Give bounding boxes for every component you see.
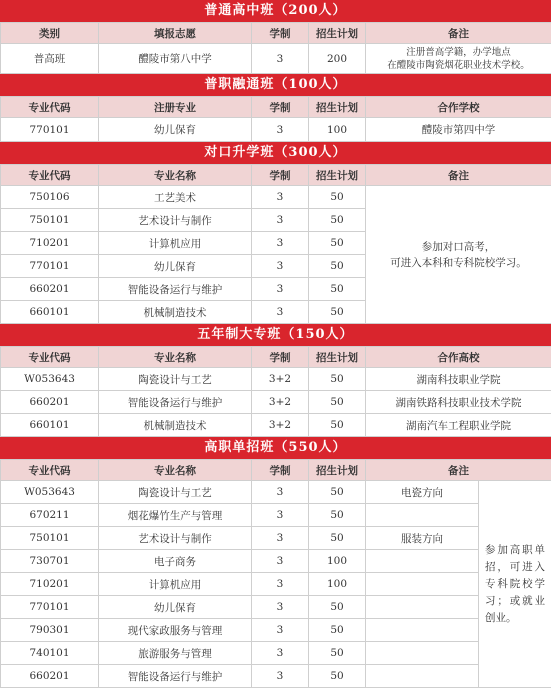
partner-cell: 醴陵市第四中学	[366, 118, 551, 142]
header-cell: 招生计划	[309, 97, 366, 118]
major-cell: 智能设备运行与维护	[99, 391, 252, 414]
section-title-integrated-class: 普职融通班（100人）	[0, 74, 551, 96]
header-cell: 招生计划	[309, 165, 366, 186]
quota-cell: 50	[309, 255, 366, 278]
header-cell: 招生计划	[309, 347, 366, 368]
header-cell: 专业代码	[1, 460, 99, 481]
direction-cell: 服装方向	[366, 527, 479, 550]
duration-cell: 3	[252, 527, 309, 550]
direction-cell	[366, 504, 479, 527]
major-cell: 幼儿保育	[99, 118, 252, 142]
quota-cell: 50	[309, 527, 366, 550]
table-college-entrance	[0, 164, 551, 324]
header-cell: 备注	[366, 165, 551, 186]
table-row	[1, 573, 551, 596]
duration-cell: 3	[252, 209, 309, 232]
code-cell: 710201	[1, 573, 99, 596]
major-cell: 幼儿保育	[99, 596, 252, 619]
header-cell: 备注	[366, 460, 551, 481]
header-cell: 招生计划	[309, 23, 366, 44]
category-cell: 普高班	[1, 44, 99, 74]
code-cell: 770101	[1, 596, 99, 619]
header-cell: 填报志愿	[99, 23, 252, 44]
major-cell: 机械制造技术	[99, 414, 252, 437]
header-cell: 专业名称	[99, 460, 252, 481]
duration-cell: 3	[252, 481, 309, 504]
table-row	[1, 414, 551, 437]
duration-cell: 3	[252, 278, 309, 301]
duration-cell: 3	[252, 118, 309, 142]
major-cell: 幼儿保育	[99, 255, 252, 278]
section-title-college-entrance: 对口升学班（300人）	[0, 142, 551, 164]
major-cell: 艺术设计与制作	[99, 527, 252, 550]
major-cell: 机械制造技术	[99, 301, 252, 324]
quota-cell: 50	[309, 642, 366, 665]
code-cell: 740101	[1, 642, 99, 665]
table-row	[1, 368, 551, 391]
duration-cell: 3+2	[252, 368, 309, 391]
school-cell: 醴陵市第八中学	[99, 44, 252, 74]
major-cell: 陶瓷设计与工艺	[99, 368, 252, 391]
major-cell: 计算机应用	[99, 573, 252, 596]
partner-cell: 湖南铁路科技职业技术学院	[366, 391, 551, 414]
table-five-year-college	[0, 346, 551, 437]
table-row	[1, 481, 551, 504]
duration-cell: 3	[252, 619, 309, 642]
quota-cell: 50	[309, 619, 366, 642]
header-cell: 学制	[252, 23, 309, 44]
header-cell: 招生计划	[309, 460, 366, 481]
quota-cell: 50	[309, 232, 366, 255]
code-cell: 770101	[1, 118, 99, 142]
quota-cell: 50	[309, 209, 366, 232]
direction-cell	[366, 596, 479, 619]
table-row	[1, 619, 551, 642]
major-cell: 智能设备运行与维护	[99, 278, 252, 301]
table-row	[1, 504, 551, 527]
major-cell: 陶瓷设计与工艺	[99, 481, 252, 504]
header-cell: 注册专业	[99, 97, 252, 118]
major-cell: 工艺美术	[99, 186, 252, 209]
duration-cell: 3	[252, 301, 309, 324]
duration-cell: 3	[252, 550, 309, 573]
code-cell: W053643	[1, 481, 99, 504]
code-cell: 730701	[1, 550, 99, 573]
direction-cell	[366, 550, 479, 573]
header-cell: 专业名称	[99, 347, 252, 368]
duration-cell: 3+2	[252, 414, 309, 437]
table-header-row	[1, 97, 551, 118]
quota-cell: 50	[309, 368, 366, 391]
direction-cell	[366, 665, 479, 688]
duration-cell: 3	[252, 596, 309, 619]
quota-cell: 50	[309, 414, 366, 437]
code-cell: 750101	[1, 527, 99, 550]
header-cell: 学制	[252, 97, 309, 118]
table-row	[1, 665, 551, 688]
quota-cell: 50	[309, 301, 366, 324]
quota-cell: 50	[309, 596, 366, 619]
remark-cell: 注册普高学籍，办学地点 在醴陵市陶瓷烟花职业技术学校。	[366, 44, 551, 74]
duration-cell: 3	[252, 255, 309, 278]
table-header-row	[1, 165, 551, 186]
table-row	[1, 44, 551, 74]
quota-cell: 50	[309, 481, 366, 504]
partner-cell: 湖南科技职业学院	[366, 368, 551, 391]
header-cell: 专业代码	[1, 165, 99, 186]
duration-cell: 3	[252, 665, 309, 688]
quota-cell: 100	[309, 573, 366, 596]
code-cell: 750101	[1, 209, 99, 232]
table-row	[1, 391, 551, 414]
code-cell: 660201	[1, 278, 99, 301]
duration-cell: 3	[252, 232, 309, 255]
header-cell: 专业名称	[99, 165, 252, 186]
quota-cell: 100	[309, 550, 366, 573]
table-header-row	[1, 347, 551, 368]
header-cell: 合作高校	[366, 347, 551, 368]
major-cell: 现代家政服务与管理	[99, 619, 252, 642]
quota-cell: 200	[309, 44, 366, 74]
major-cell: 计算机应用	[99, 232, 252, 255]
quota-cell: 50	[309, 278, 366, 301]
table-row	[1, 596, 551, 619]
major-cell: 电子商务	[99, 550, 252, 573]
quota-cell: 50	[309, 665, 366, 688]
major-cell: 艺术设计与制作	[99, 209, 252, 232]
code-cell: 790301	[1, 619, 99, 642]
code-cell: 660101	[1, 414, 99, 437]
duration-cell: 3	[252, 573, 309, 596]
direction-cell	[366, 619, 479, 642]
table-row	[1, 550, 551, 573]
code-cell: W053643	[1, 368, 99, 391]
duration-cell: 3	[252, 44, 309, 74]
code-cell: 670211	[1, 504, 99, 527]
header-cell: 学制	[252, 460, 309, 481]
header-cell: 备注	[366, 23, 551, 44]
header-cell: 专业代码	[1, 347, 99, 368]
code-cell: 660201	[1, 665, 99, 688]
header-cell: 合作学校	[366, 97, 551, 118]
table-regular-high-school	[0, 22, 551, 74]
header-cell: 类别	[1, 23, 99, 44]
quota-cell: 50	[309, 391, 366, 414]
table-row	[1, 642, 551, 665]
duration-cell: 3+2	[252, 391, 309, 414]
quota-cell: 50	[309, 504, 366, 527]
code-cell: 710201	[1, 232, 99, 255]
code-cell: 660201	[1, 391, 99, 414]
table-integrated-class	[0, 96, 551, 142]
section-title-vocational-single-recruit: 高职单招班（550人）	[0, 437, 551, 459]
code-cell: 770101	[1, 255, 99, 278]
remark-cell: 参加对口高考， 可进入本科和专科院校学习。	[366, 186, 551, 324]
duration-cell: 3	[252, 642, 309, 665]
duration-cell: 3	[252, 504, 309, 527]
table-vocational-single-recruit	[0, 459, 551, 688]
section-title-regular-high-school: 普通高中班（200人）	[0, 0, 551, 22]
header-cell: 专业代码	[1, 97, 99, 118]
section-title-five-year-college: 五年制大专班（150人）	[0, 324, 551, 346]
table-header-row	[1, 460, 551, 481]
major-cell: 旅游服务与管理	[99, 642, 252, 665]
direction-cell	[366, 573, 479, 596]
direction-cell: 电瓷方向	[366, 481, 479, 504]
partner-cell: 湖南汽车工程职业学院	[366, 414, 551, 437]
table-row	[1, 186, 551, 209]
code-cell: 750106	[1, 186, 99, 209]
direction-cell	[366, 642, 479, 665]
remark-cell: 参加高职单招，可进入专科院校学习；或就业创业。	[479, 481, 551, 688]
header-cell: 学制	[252, 347, 309, 368]
quota-cell: 50	[309, 186, 366, 209]
quota-cell: 100	[309, 118, 366, 142]
header-cell: 学制	[252, 165, 309, 186]
major-cell: 智能设备运行与维护	[99, 665, 252, 688]
table-header-row	[1, 23, 551, 44]
duration-cell: 3	[252, 186, 309, 209]
major-cell: 烟花爆竹生产与管理	[99, 504, 252, 527]
table-row	[1, 118, 551, 142]
table-row	[1, 527, 551, 550]
code-cell: 660101	[1, 301, 99, 324]
